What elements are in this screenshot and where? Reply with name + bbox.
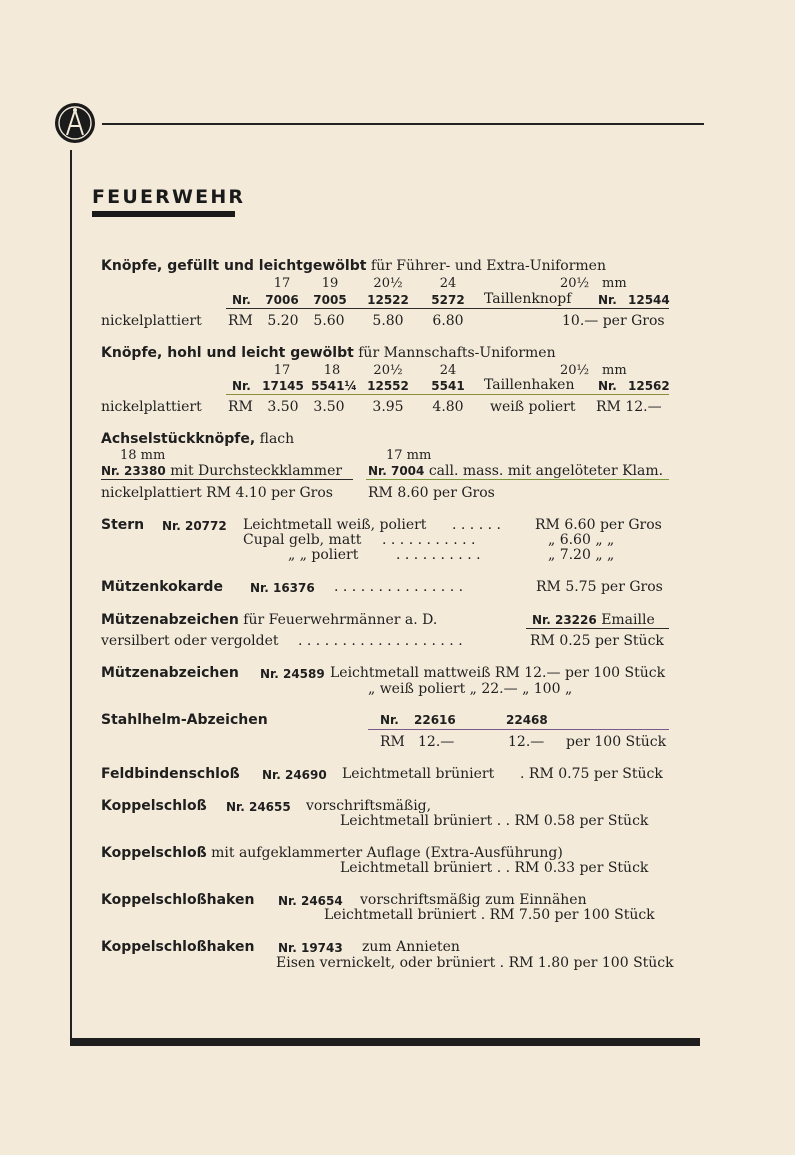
bottom-rule (70, 1038, 700, 1046)
sec1-price: 6.80 (432, 313, 464, 329)
sec1-title-line (101, 258, 606, 274)
sec11-title-line (101, 845, 563, 861)
sec6-line2: versilbert oder vergoldet (101, 633, 279, 649)
sec1-finish: nickelplattiert (101, 313, 202, 329)
sec13-title: Koppelschloßhaken (101, 939, 255, 955)
sec2-size: 17 (273, 363, 291, 378)
sec1-price: 5.60 (313, 313, 345, 329)
sec3-rule1 (101, 479, 353, 480)
sec2-size: 20½ (373, 363, 403, 378)
sec4-row-desc: Leichtmetall weiß, poliert (243, 517, 427, 533)
sec7-line1: Leichtmetall mattweiß RM 12.— per 100 Stück (330, 665, 666, 681)
sec3-nr1-desc: mit Durchsteckklammer (170, 463, 343, 479)
sec8-title: Stahlhelm-Abzeichen (101, 712, 268, 728)
sec2-extra-label: Taillenhaken (484, 377, 575, 393)
sec1-extra-size: 20½ (560, 276, 590, 291)
sec10-title: Koppelschloß (101, 798, 207, 814)
sec6-nr-desc: Emaille (601, 612, 655, 628)
sec11-line1: mit aufgeklammerter Auflage (Extra-Ausführung) (211, 845, 563, 861)
sec2-size: 24 (439, 363, 457, 378)
sec1-extra-price: 10.— per Gros (562, 313, 665, 329)
sec6-price: RM 0.25 per Stück (530, 633, 664, 649)
sec1-size: 17 (273, 276, 291, 291)
sec3-nr2-desc: call. mass. mit angelöteter Klam. (428, 463, 664, 479)
sec10-nr: Nr. 24655 (226, 800, 291, 814)
sec2-price: 3.95 (372, 399, 404, 415)
sec2-nr: 17145 (262, 379, 304, 393)
sec1-currency: RM (228, 313, 253, 329)
sec4-row-desc: Cupal gelb, matt (243, 532, 362, 548)
sec1-nr-label: Nr. (232, 293, 251, 307)
sec13-line2: Eisen vernickelt, oder brüniert . RM 1.80 per 100 Stück (276, 955, 674, 971)
sec2-nr: 5541 (431, 379, 465, 393)
sec2-price: 3.50 (313, 399, 345, 415)
sec8-nr: 22468 (506, 713, 548, 727)
sec2-mm: mm (602, 363, 627, 378)
sec6-title-line (101, 612, 437, 628)
sec2-title-line (101, 345, 556, 361)
sec3-size2: 17 mm (386, 448, 432, 463)
sec1-title: Knöpfe, gefüllt und leichtgewölbt (101, 258, 367, 274)
sec13-line1: zum Annieten (362, 939, 460, 955)
sec8-nr: 22616 (414, 713, 456, 727)
sec6-dots: . . . . . . . . . . . . . . . . . . . (298, 633, 463, 649)
sec7-line2: „ weiß poliert „ 22.— „ 100 „ (368, 681, 573, 697)
sec13-nr: Nr. 19743 (278, 941, 343, 955)
sec3-nr2-line (368, 463, 663, 479)
sec1-mm: mm (602, 276, 627, 291)
sec6-title: Mützenabzeichen (101, 612, 239, 628)
sec4-nr: Nr. 20772 (162, 519, 227, 533)
sec1-size: 24 (439, 276, 457, 291)
sec12-title: Koppelschloßhaken (101, 892, 255, 908)
sec3-rule2 (366, 479, 669, 480)
sec2-rule (226, 394, 669, 395)
sec1-size: 19 (321, 276, 339, 291)
sec3-finish1: nickelplattiert RM 4.10 per Gros (101, 485, 333, 501)
sec8-price: 12.— (508, 734, 545, 750)
sec6-rule (526, 628, 669, 629)
sec4-row-price: RM 6.60 per Gros (535, 517, 662, 533)
sec4-row-dots: . . . . . . . . . . (396, 547, 481, 563)
sec3-title-suffix: flach (259, 431, 295, 447)
sec12-line2: Leichtmetall brüniert . RM 7.50 per 100 Stück (324, 907, 655, 923)
compass-logo-icon (54, 102, 96, 144)
sec9-title: Feldbindenschloß (101, 766, 240, 782)
sec1-price: 5.80 (372, 313, 404, 329)
sec3-title: Achselstückknöpfe, (101, 431, 256, 447)
sec5-dots: . . . . . . . . . . . . . . . (334, 579, 464, 595)
sec3-nr1-line (101, 463, 342, 479)
sec2-currency: RM (228, 399, 253, 415)
sec10-line1: vorschriftsmäßig, (306, 798, 432, 814)
sec7-title: Mützenabzeichen (101, 665, 239, 681)
sec4-title: Stern (101, 517, 145, 533)
sec2-extra-finish: weiß poliert (490, 399, 576, 415)
sec11-line2: Leichtmetall brüniert . . RM 0.33 per Stück (340, 860, 649, 876)
sec1-extra-label: Taillenknopf (484, 291, 572, 307)
sec3-size1: 18 mm (120, 448, 166, 463)
sec11-title: Koppelschloß (101, 845, 207, 861)
sec2-extra-price: RM 12.— (596, 399, 662, 415)
sec9-desc: Leichtmetall brüniert (342, 766, 495, 782)
sec2-extra-nr-label: Nr. (598, 379, 617, 393)
sec3-nr2: Nr. 7004 (368, 464, 425, 478)
left-rule (70, 150, 72, 1045)
sec2-extra-size: 20½ (560, 363, 590, 378)
sec4-row-desc: „ „ poliert (288, 547, 359, 563)
sec7-nr: Nr. 24589 (260, 667, 325, 681)
sec1-size: 20½ (373, 276, 403, 291)
sec6-nr-line (532, 612, 655, 628)
sec8-price: 12.— (418, 734, 455, 750)
sec8-nr-label: Nr. (380, 713, 399, 727)
sec2-size: 18 (323, 363, 341, 378)
sec2-nr: 5541¼ (311, 379, 357, 393)
sec1-extra-nr-label: Nr. (598, 293, 617, 307)
sec5-price: RM 5.75 per Gros (536, 579, 663, 595)
sec2-extra-nr: 12562 (628, 379, 670, 393)
sec8-rule (368, 729, 669, 730)
sec2-nr: 12552 (367, 379, 409, 393)
sec6-nr: Nr. 23226 (532, 613, 597, 627)
sec1-nr: 12522 (367, 293, 409, 307)
sec1-desc: für Führer- und Extra-Uniformen (370, 258, 606, 274)
sec5-title: Mützenkokarde (101, 579, 223, 595)
sec8-currency: RM (380, 734, 405, 750)
sec1-nr: 7006 (265, 293, 299, 307)
sec2-finish: nickelplattiert (101, 399, 202, 415)
sec4-row-price: „ 6.60 „ „ (548, 532, 615, 548)
sec3-title-line (101, 431, 294, 447)
sec2-price: 4.80 (432, 399, 464, 415)
sec1-price: 5.20 (267, 313, 299, 329)
page-heading: FEUERWEHR (92, 186, 246, 208)
sec4-row-price: „ 7.20 „ „ (548, 547, 615, 563)
sec2-price: 3.50 (267, 399, 299, 415)
sec2-title: Knöpfe, hohl und leicht gewölbt (101, 345, 354, 361)
sec2-nr-label: Nr. (232, 379, 251, 393)
sec10-line2: Leichtmetall brüniert . . RM 0.58 per Stück (340, 813, 649, 829)
sec1-nr: 5272 (431, 293, 465, 307)
sec5-nr: Nr. 16376 (250, 581, 315, 595)
sec1-rule (226, 308, 669, 309)
sec8-unit: per 100 Stück (566, 734, 667, 750)
sec12-nr: Nr. 24654 (278, 894, 343, 908)
sec1-nr: 7005 (313, 293, 347, 307)
heading-underline (92, 211, 235, 217)
sec4-row-dots: . . . . . . . . . . . (382, 532, 476, 548)
sec4-row-dots: . . . . . . (452, 517, 501, 533)
top-rule (102, 123, 704, 125)
sec9-price: . RM 0.75 per Stück (520, 766, 663, 782)
sec3-nr1: Nr. 23380 (101, 464, 166, 478)
sec12-line1: vorschriftsmäßig zum Einnähen (360, 892, 587, 908)
sec3-finish2: RM 8.60 per Gros (368, 485, 495, 501)
sec9-nr: Nr. 24690 (262, 768, 327, 782)
sec1-extra-nr: 12544 (628, 293, 670, 307)
sec6-desc: für Feuerwehrmänner a. D. (243, 612, 438, 628)
sec2-desc: für Mannschafts-Uniformen (358, 345, 556, 361)
